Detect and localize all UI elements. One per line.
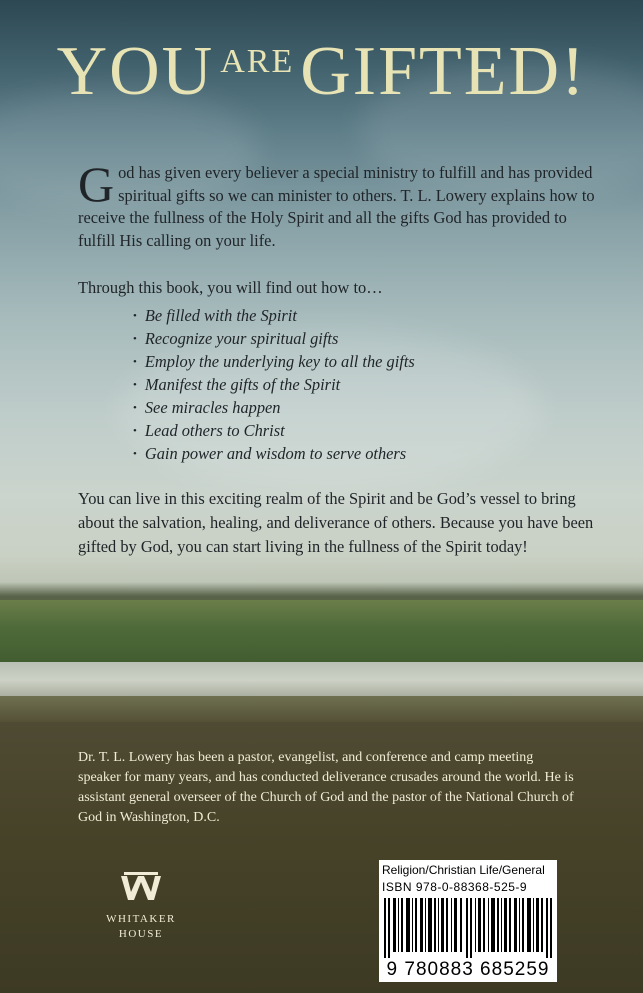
bullet-icon: • <box>133 448 137 460</box>
list-item <box>133 304 415 327</box>
bullet-icon: • <box>133 333 137 345</box>
list-item <box>133 396 415 419</box>
meadow <box>0 600 643 670</box>
book-title <box>0 32 643 112</box>
list-item-text: Be filled with the Spirit <box>144 306 297 325</box>
list-item <box>133 373 415 396</box>
list-item-text: Gain power and wisdom to serve others <box>144 444 407 463</box>
title-word-gifted: GIFTED! <box>300 33 587 110</box>
barcode-label <box>379 860 557 982</box>
bullet-icon: • <box>133 402 137 414</box>
barcode-bars <box>382 898 554 958</box>
publisher-name <box>96 912 186 942</box>
author-bio: Dr. T. L. Lowery has been a pastor, evangelist, and conference and camp meeting speaker for many years, and has conducted deliverance crusades around the world. He is assistant general overseer of the Church of God and the pastor of the National Church of God in Washington, D.C. <box>78 750 574 825</box>
bullet-icon: • <box>133 356 137 368</box>
publisher-logo <box>96 870 186 942</box>
list-item <box>133 442 415 465</box>
list-item <box>133 350 415 373</box>
list-item-text: Manifest the gifts of the Spirit <box>144 375 341 394</box>
intro-text: od has given every believer a special ministry to fulfill and has provided spiritual gifts so we can minister to others. T. L. Lowery explains how to receive the fullness of the Holy Spirit and all the gifts God has provided to fulfill His calling on your life. <box>78 163 595 250</box>
publisher-name-line1: WHITAKER <box>106 913 176 925</box>
closing-paragraph: You can live in this exciting realm of the Spirit and be God’s vessel to bring about the salvation, healing, and deliverance of others. Because you have been gifted by God, you can start living in the fullness of the Spirit today! <box>78 489 594 556</box>
publisher-w-icon <box>118 870 164 906</box>
list-item-text: Recognize your spiritual gifts <box>144 329 339 348</box>
bullet-icon: • <box>133 310 137 322</box>
title-word-you: YOU <box>56 33 215 110</box>
publisher-name-line2: HOUSE <box>118 928 164 940</box>
list-item <box>133 327 415 350</box>
list-item <box>133 419 415 442</box>
list-item-text: Lead others to Christ <box>144 421 285 440</box>
barcode-number: 9 780883 685259 <box>386 959 550 980</box>
list-item-text: See miracles happen <box>144 398 281 417</box>
lead-in-text: Through this book, you will find out how to… <box>78 278 383 297</box>
drop-cap: G <box>78 156 115 212</box>
isbn-text: ISBN 978-0-88368-525-9 <box>382 880 528 894</box>
intro-paragraph <box>78 156 598 252</box>
bullet-icon: • <box>133 379 137 391</box>
bullet-icon: • <box>133 425 137 437</box>
benefit-list <box>133 304 415 465</box>
list-item-text: Employ the underlying key to all the gifts <box>144 352 415 371</box>
bisac-category: Religion/Christian Life/General <box>382 863 545 877</box>
title-word-are: ARE <box>220 43 295 80</box>
